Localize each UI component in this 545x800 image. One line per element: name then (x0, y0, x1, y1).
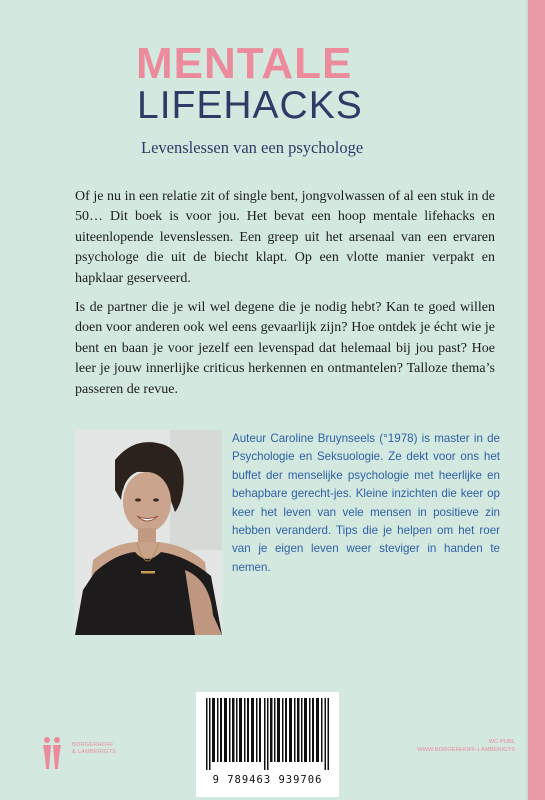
publisher-logo-icon (40, 735, 64, 771)
title-mentale: MENTALE (136, 39, 353, 88)
title-lifehacks: LIFEHACKS (137, 84, 363, 127)
publisher-name (72, 742, 116, 756)
blurb-paragraph-2: Is de partner die je wil wel degene die je nodig hebt? Kan te goed willen doen voor anderen ook wel eens gevaarlijk zijn? Hoe ontdek je écht wie je bent en baan je voor jezelf een levenspad dat helemaal bij jou past? Hoe leer je jouw innerlijke criticus herkennen en ontmantelen? Talloze thema’s passeren de revue. (75, 300, 495, 397)
author-photo (75, 430, 222, 635)
isbn-number: 9 789463 939706 (212, 774, 323, 786)
book-spine (528, 0, 545, 800)
publisher-name-line2: & LAMBERIGTS (72, 749, 117, 755)
blurb-paragraph-1: Of je nu in een relatie zit of single bent, jongvolwassen of al een stuk in de 50… Dit boek is voor jou. Het bevat een hoop mentale lifehacks en uiteenlopende levenslessen. Een greep uit het arsenaal van een ervaren psychologe die uit de biecht klapt. Op een vlotte manier verpakt en hapklaar geserveerd. (75, 189, 495, 286)
barcode-bars (206, 698, 329, 770)
publisher-name-line1: BORGERHOFF (72, 742, 114, 748)
publisher-website: WWW.BORGERHOFF-LAMBERIGTS (417, 747, 515, 753)
book-subtitle: Levenslessen van een psychologe (141, 138, 364, 157)
author-portrait-illustration (75, 430, 222, 635)
isbn-barcode (196, 692, 339, 797)
author-bio: Auteur Caroline Bruynseels (°1978) is master in de Psychologie en Seksuologie. Ze dekt voor ons het buffet der menselijke psychologie met heerlijke en behapbare gerecht-jes. Kleine inzichten die keer op keer het leven van vele mensen in positieve zin hebben veranderd. Tips die je helpen om het roer van je eigen leven weer steviger in handen te nemen. (232, 432, 500, 574)
wc-publisher-label: WC PUBL (488, 739, 515, 745)
publisher-website-block (417, 738, 515, 754)
